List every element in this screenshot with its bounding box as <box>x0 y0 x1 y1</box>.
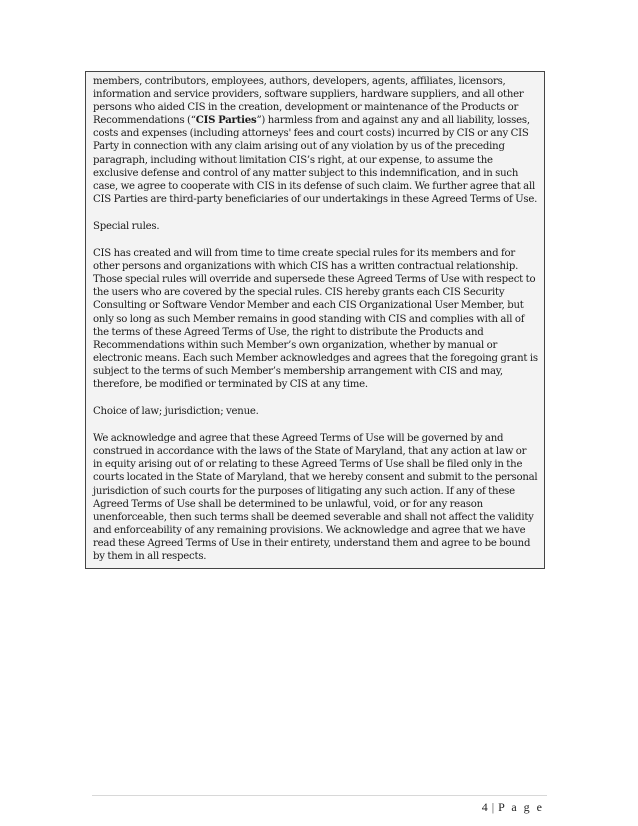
terms-text-box <box>85 71 545 569</box>
page-number: 4 <box>481 800 489 814</box>
choice-of-law-paragraph: We acknowledge and agree that these Agreed Terms of Use will be governed by and construed in accordance with the laws of the State of Maryland, that any action at law or in equity arising out of or relating to these Agreed Terms of Use shall be filed only in the courts located in the State of Maryland, that we hereby consent and submit to the personal jurisdiction of such courts for the purposes of litigating any such action. If any of these Agreed Terms of Use shall be determined to be unlawful, void, or for any reason unenforceable, then such terms shall be deemed severable and shall not affect the validity and enforceability of any remaining provisions. We acknowledge and agree that we have read these Agreed Terms of Use in their entirety, understand them and agree to be bound by them in all respects. <box>93 433 538 562</box>
page-label: P a g e <box>498 800 544 814</box>
cis-parties-term: CIS Parties <box>195 114 257 127</box>
footer-divider <box>92 795 547 796</box>
indemnification-paragraph: members, contributors, employees, authors, developers, agents, affiliates, licensors, information and service providers, software suppliers, hardware suppliers, and all other persons who aided CIS in the creation, development or maintenance of the Products or Recommendations (“CIS Parties”) harmless from and against any and all liability, losses, costs and expenses (including attorneys' fees and court costs) incurred by CIS or any CIS Party in connection with any claim arising out of any violation by us of the preceding paragraph, including without limitation CIS’s right, at our expense, to assume the exclusive defense and control of any matter subject to this indemnification, and in such case, we agree to cooperate with CIS in its defense of such claim. We further agree that all CIS Parties are third-party beneficiaries of our undertakings in these Agreed Terms of Use. <box>93 76 538 205</box>
footer-separator: | <box>491 800 495 814</box>
choice-of-law-heading: Choice of law; jurisdiction; venue. <box>93 406 259 418</box>
special-rules-heading: Special rules. <box>93 220 160 232</box>
special-rules-paragraph: CIS has created and will from time to time create special rules for its members and for other persons and organizations with which CIS has a written contractual relationship. Those special rules will override and supersede these Agreed Terms of Use with respect to the users who are covered by the special rules. CIS hereby grants each CIS Security Consulting or Software Vendor Member and each CIS Organizational User Member, but only so long as such Member remains in good standing with CIS and complies with all of the terms of these Agreed Terms of Use, the right to distribute the Products and Recommendations within such Member’s own organization, whether by manual or electronic means. Each such Member acknowledges and agrees that the foregoing grant is subject to the terms of such Member’s membership arrangement with CIS and may, therefore, be modified or terminated by CIS at any time. <box>93 248 538 390</box>
page-footer <box>482 800 544 815</box>
